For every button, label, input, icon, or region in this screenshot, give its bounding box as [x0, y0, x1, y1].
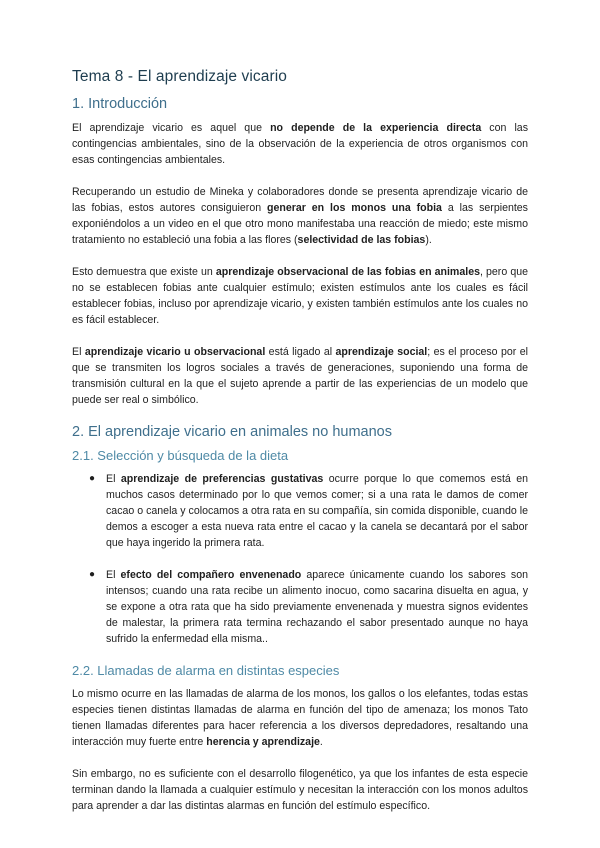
text-run: Esto demuestra que existe un [72, 266, 216, 278]
bold-text: aprendizaje de preferencias gustativas [120, 473, 324, 485]
text-run: El aprendizaje vicario es aquel que [72, 122, 271, 134]
section-heading-introduction: 1. Introducción [72, 96, 168, 112]
text-run: . [319, 736, 323, 748]
bold-text: aprendizaje vicario u observacional [84, 346, 266, 358]
list-item [72, 567, 528, 647]
bold-text: aprendizaje observacional de las fobias en animales [215, 266, 480, 278]
bullet-icon: ● [89, 473, 96, 484]
alarm-paragraph-1 [72, 686, 528, 750]
bold-text: generar en los monos una fobia [267, 202, 442, 214]
section-introduction [72, 96, 528, 408]
bold-text: efecto del compañero envenenado [120, 569, 302, 581]
text-run: ). [425, 234, 432, 246]
text-run: Recuperando un estudio de Mineka y colaboradores donde se presenta aprendizaje vicario de las fobias, estos autores consiguieron [72, 186, 528, 214]
bold-text: herencia y aprendizaje [206, 736, 320, 748]
subsection-heading-diet: 2.1. Selección y búsqueda de la dieta [72, 448, 289, 463]
text-run: El [106, 473, 121, 485]
list-item [72, 471, 528, 551]
text-run: El [106, 569, 121, 581]
bold-text: selectividad de las fobias [297, 234, 426, 246]
bold-text: aprendizaje social [335, 346, 428, 358]
text-run: con las contingencias ambientales, sino de la observación de la experiencia de otros organismos con esas contingencias ambientales. [72, 122, 528, 166]
text-run: El [72, 346, 85, 358]
intro-paragraph-2 [72, 184, 528, 248]
intro-paragraph-1 [72, 120, 528, 168]
document-title: Tema 8 - El aprendizaje vicario [72, 68, 288, 85]
intro-paragraph-4 [72, 344, 528, 408]
text-run: , pero que no se establecen fobias ante cualquier estímulo; existen estímulos ante los cuales es fácil establecer fobias, incluso por aprendizaje vicario, y existen también estímulos ante los cuales no es fácil establecer. [72, 266, 528, 326]
intro-paragraph-3 [72, 264, 528, 328]
subsection-heading-alarm-calls: 2.2. Llamadas de alarma en distintas especies [72, 663, 340, 678]
bold-text: no depende de la experiencia directa [270, 122, 482, 134]
section-animals [72, 424, 528, 814]
text-run: a las serpientes exponiéndolos a un video en el que otro mono manifestaba una reacción de miedo; este mismo tratamiento no estableció una fobia a las flores ( [72, 202, 528, 246]
document-page [72, 68, 528, 830]
diet-bullet-list [72, 471, 528, 647]
text-run: ocurre porque lo que comemos está en muchos casos determinado por lo que vemos comer; si a una rata le damos de comer cacao o canela y colocamos a otra rata en su compañía, sin comida disponible, cuando le demos a escoger a esta nueva rata entre el cacao y la canela se decantará por el sabor que haya ingerido la primera rata. [106, 473, 529, 549]
text-run: aparece únicamente cuando los sabores son intensos; cuando una rata recibe un alimento inocuo, como sacarina disuelta en agua, y se expone a otra rata que ha sido previamente envenenada y muestra signos evidentes de malestar, la primera rata termina rechazando el sabor presentado aunque no haya sufrido la enfermedad ella misma.. [106, 569, 528, 645]
text-run: está ligado al [265, 346, 336, 358]
bullet-icon: ● [89, 569, 96, 580]
alarm-paragraph-2: Sin embargo, no es suficiente con el desarrollo filogenético, ya que los infantes de esta especie terminan dando la llamada a cualquier estímulo y necesitan la interacción con los monos adultos para aprender a dar las distintas alarmas en función del estímulo específico. [72, 768, 528, 812]
text-run: Lo mismo ocurre en las llamadas de alarma de los monos, los gallos o los elefantes, todas estas especies tienen distintas llamadas de alarma en función del tipo de amenaza; los monos Tato tienen llamadas diferentes para hacer referencia a los diversos depredadores, resaltando una interacción muy fuerte entre [72, 688, 528, 748]
section-heading-animals: 2. El aprendizaje vicario en animales no humanos [72, 424, 392, 440]
text-run: ; es el proceso por el que se transmiten los logros sociales a través de generaciones, suponiendo una forma de transmisión cultural en la que el sujeto aprende a partir de las experiencias de un modelo que puede ser real o simbólico. [72, 346, 528, 406]
